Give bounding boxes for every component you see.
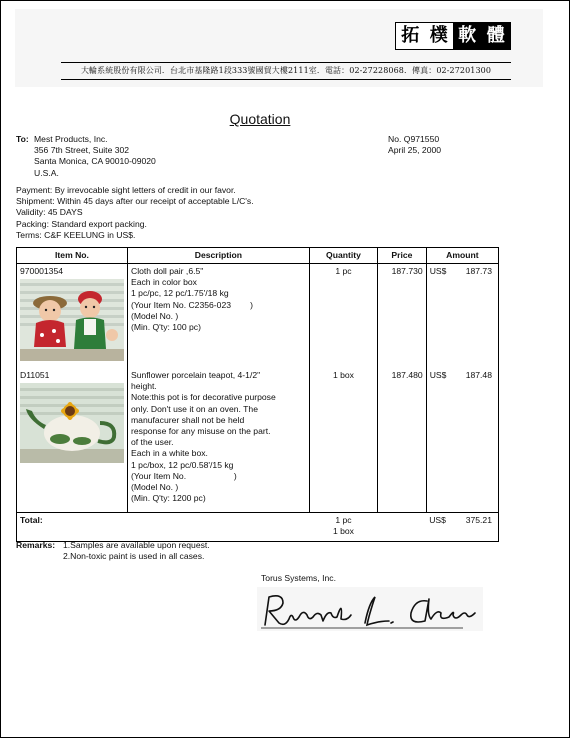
description-cell — [128, 264, 310, 369]
logo-char: 樸 — [425, 23, 454, 49]
item-cell — [17, 264, 128, 369]
item-cell — [17, 368, 128, 513]
column-header: Price — [378, 248, 427, 264]
remark-item: 1.Samples are available upon request. — [63, 540, 210, 550]
description-line: (Min. Q'ty: 100 pc) — [131, 322, 201, 333]
table-header-row — [17, 248, 499, 264]
total-amount: 375.21 — [465, 515, 492, 525]
table-row — [17, 368, 499, 513]
signature-area — [257, 587, 483, 631]
price-cell: 187.730 — [378, 264, 427, 369]
description-line: 1 pc/pc, 12 pc/1.75'/18 kg — [131, 288, 229, 299]
quote-date: April 25, 2000 — [388, 145, 442, 156]
item-number: D11051 — [20, 370, 50, 380]
description-line: Each in a white box. — [131, 448, 208, 459]
terms-line: Packing: Standard export packing. — [16, 218, 147, 229]
amount-cell — [426, 264, 498, 369]
description-line: response for any misuse on the part. — [131, 426, 271, 437]
letterhead-rule — [61, 62, 511, 63]
description-cell — [128, 368, 310, 513]
column-header: Quantity — [309, 248, 377, 264]
teapot-photo — [20, 383, 124, 463]
description-line: (Min. Q'ty: 1200 pc) — [131, 493, 206, 504]
quote-reference — [388, 134, 441, 156]
terms-line: Terms: C&F KEELUNG in US$. — [16, 229, 136, 240]
description-line: Sunflower porcelain teapot, 4-1/2" — [131, 370, 261, 380]
description-line: Note:this pot is for decorative purpose — [131, 392, 276, 403]
description-line: (Your Item No. ) — [131, 470, 237, 481]
items-table — [16, 247, 499, 542]
currency: US$ — [429, 266, 447, 276]
to-label: To: — [16, 134, 29, 144]
currency: US$ — [429, 515, 446, 525]
column-header: Description — [128, 248, 310, 264]
description-line: (Model No. ) — [131, 482, 179, 493]
description-line: height. — [131, 381, 157, 392]
total-spacer — [128, 513, 310, 542]
letterhead — [15, 9, 543, 87]
description-line: (Your Item No. C2356-023 ) — [131, 299, 253, 310]
handwritten-signature — [257, 587, 483, 631]
total-amount-cell — [426, 513, 498, 542]
table-row — [17, 264, 499, 369]
logo-char: 軟 — [453, 23, 482, 49]
recipient-line: 356 7th Street, Suite 302 — [34, 145, 130, 156]
description-line: 1 pc/box, 12 pc/0.58'/15 kg — [131, 459, 234, 470]
letterhead-rule — [61, 79, 511, 80]
recipient-line: Mest Products, Inc. — [34, 134, 108, 144]
currency: US$ — [429, 370, 447, 380]
terms-line: Payment: By irrevocable sight letters of credit in our favor. — [16, 185, 236, 195]
terms-line: Shipment: Within 45 days after our receipt of acceptable L/C's. — [16, 196, 254, 207]
description-line: of the user. — [131, 437, 174, 448]
quantity-cell: 1 pc — [309, 264, 377, 369]
column-header: Item No. — [17, 248, 128, 264]
total-quantity: 1 box — [332, 526, 354, 537]
total-label: Total: — [17, 513, 128, 542]
description-line: Each in color box — [131, 277, 197, 288]
remarks-block — [16, 540, 210, 562]
item-number: 970001354 — [20, 266, 64, 276]
amount-value: 187.48 — [465, 370, 492, 380]
amount-cell — [426, 368, 498, 513]
total-row — [17, 513, 499, 542]
doll-photo — [20, 279, 124, 361]
document-title: Quotation — [229, 111, 291, 127]
recipient-address — [34, 134, 156, 179]
description-line: Cloth doll pair ,6.5" — [131, 266, 204, 276]
total-quantity: 1 pc — [335, 515, 352, 525]
quote-number: No. Q971550 — [388, 134, 440, 144]
description-line: (Model No. ) — [131, 310, 179, 321]
price-cell: 187.480 — [378, 368, 427, 513]
company-logo — [395, 22, 511, 50]
column-header: Amount — [426, 248, 498, 264]
quantity-cell: 1 box — [309, 368, 377, 513]
description-line: only. Don't use it on an oven. The — [131, 403, 258, 414]
recipient-line: Santa Monica, CA 90010-09020 — [34, 156, 156, 167]
company-address: 大輪系統股份有限公司．台北市基隆路1段333號國貿大樓2111室．電話：02-27228068．傳真：02-27201300 — [80, 66, 492, 75]
terms-block — [16, 185, 254, 241]
total-spacer — [378, 513, 427, 542]
logo-char: 拓 — [396, 23, 425, 49]
remarks-label: Remarks: — [16, 540, 56, 550]
remark-item: 2.Non-toxic paint is used in all cases. — [63, 551, 205, 562]
amount-value: 187.73 — [465, 266, 492, 276]
total-quantity-cell — [309, 513, 377, 542]
logo-char: 體 — [482, 23, 511, 49]
description-line: manufacurer shall not be held — [131, 414, 245, 425]
recipient-line: U.S.A. — [34, 167, 59, 178]
signatory-company: Torus Systems, Inc. — [261, 573, 336, 583]
terms-line: Validity: 45 DAYS — [16, 207, 83, 218]
